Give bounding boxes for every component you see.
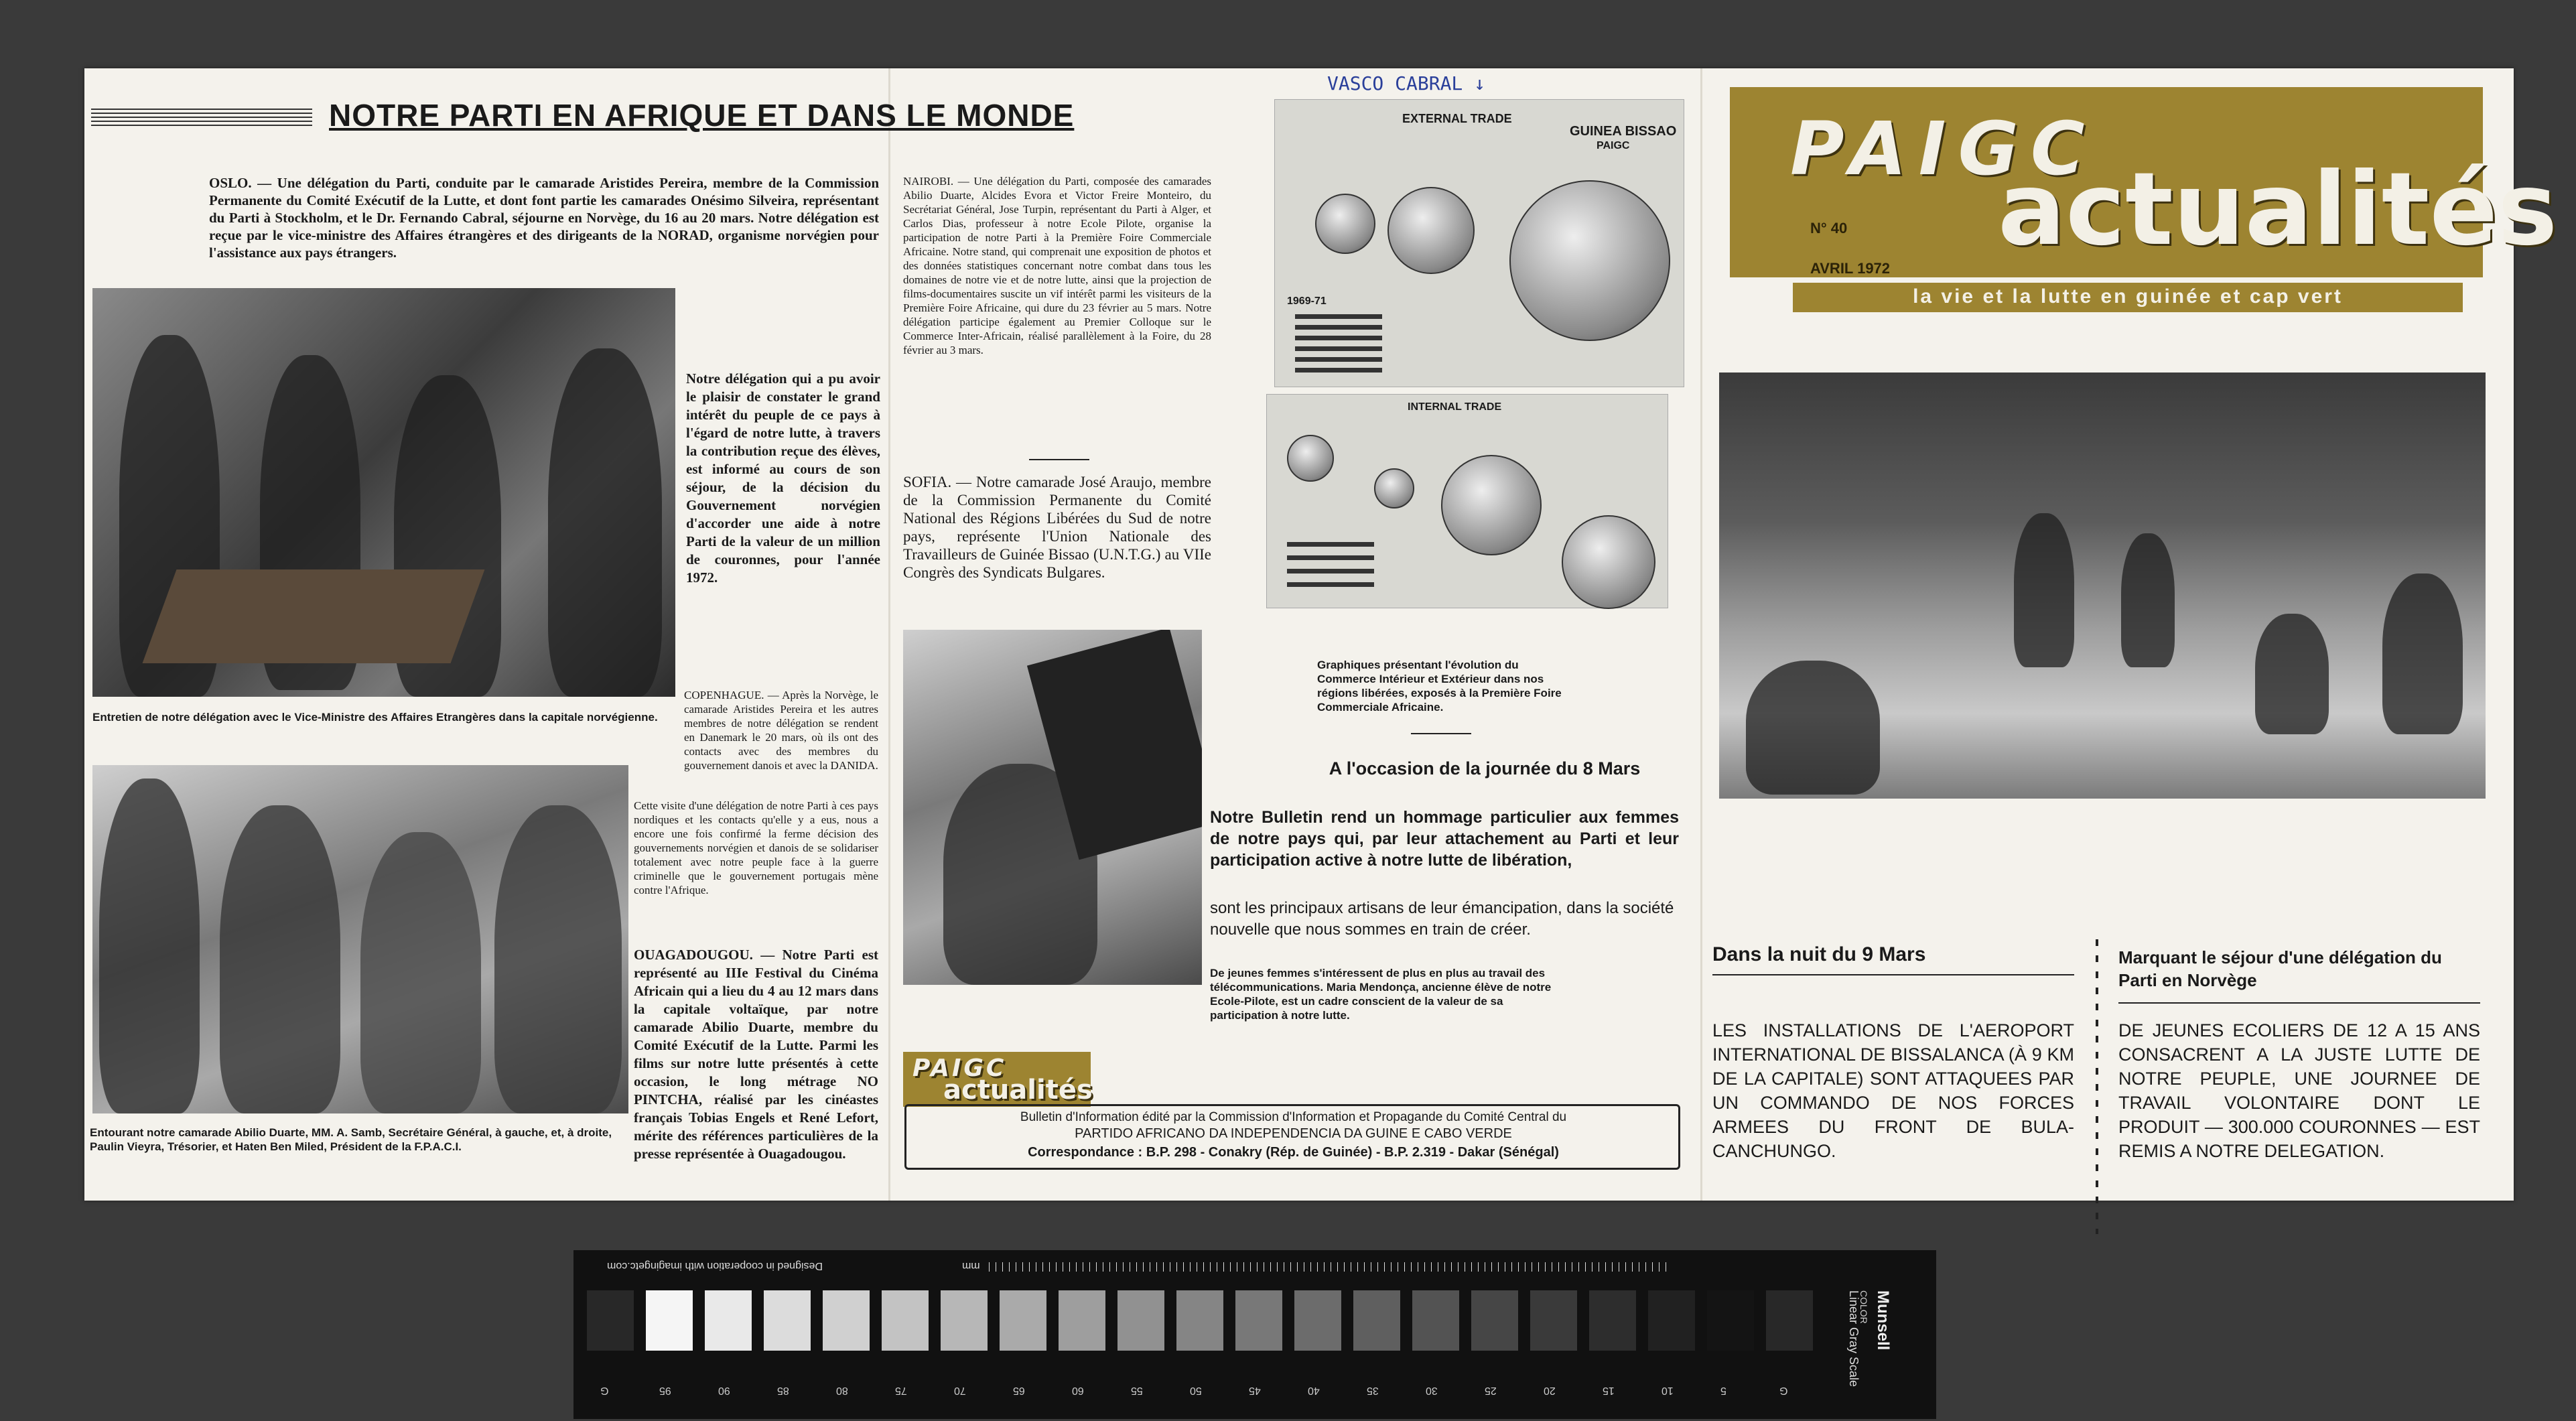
photo-figure — [2121, 533, 2175, 667]
gray-swatch — [1530, 1290, 1577, 1351]
march-8-body-2: sont les principaux artisans de leur émancipation, dans la société nouvelle que nous sommes en train de créer. — [1210, 899, 1674, 939]
nairobi-paragraph — [903, 174, 1211, 357]
mm-ruler — [989, 1262, 1672, 1272]
gray-swatch-label: 85 — [777, 1385, 789, 1396]
copenhague-paragraph: COPENHAGUE. — Après la Norvège, le camarade Aristides Pereira et les autres membres de notre délégation se rendent en Danemark le 20 mars, où ils ont des contacts avec des membres du gouvernement danois et avec la DANIDA. — [684, 689, 878, 772]
chart-2-title: INTERNAL TRADE — [1408, 401, 1502, 413]
gray-swatch — [764, 1290, 811, 1351]
copenhague-paragraph-2: Cette visite d'une délégation de notre Parti à ces pays nordiques et les contacts qu'elle y a eus, nous a encore une fois confirmé la ferme décision des gouvernements norvégien et danois de se solidariser totalement avec notre peuple face à la guerre criminelle que le gouvernement portugais mène contre l'Afrique. — [634, 799, 878, 896]
gray-swatch-label: 30 — [1426, 1385, 1438, 1396]
gray-swatch — [1589, 1290, 1636, 1351]
pie-small — [1374, 468, 1414, 509]
gray-swatch-label: 60 — [1072, 1385, 1084, 1396]
photo-1-caption: Entretien de notre délégation avec le Vice-Ministre des Affaires Etrangères dans la capitale norvégienne. — [92, 711, 658, 724]
legend-bar — [1295, 336, 1382, 340]
gray-swatch — [882, 1290, 929, 1351]
masthead-bottom: actualités — [1998, 151, 2558, 268]
legend-bar — [1295, 325, 1382, 330]
gray-swatch-label: 25 — [1485, 1385, 1497, 1396]
gray-swatch — [1176, 1290, 1223, 1351]
photo-figure — [360, 832, 481, 1113]
handwritten-note: VASCO CABRAL ↓ — [1327, 72, 1486, 94]
gray-swatch — [1353, 1290, 1400, 1351]
gray-swatch-label: 10 — [1662, 1385, 1674, 1396]
photo-figure — [2255, 614, 2329, 734]
photo-figure — [99, 779, 200, 1113]
cover-right-heading: Marquant le séjour d'une délégation du Parti en Norvège — [2118, 947, 2442, 990]
gray-swatch-label: 75 — [895, 1385, 907, 1396]
publisher-line-1: Bulletin d'Information édité par la Commission d'Information et Propagande du Comité Central du — [1020, 1110, 1567, 1124]
gray-swatch-label: G — [600, 1385, 609, 1396]
gray-swatch — [941, 1290, 988, 1351]
legend-bar — [1287, 569, 1374, 573]
internal-trade-chart — [1266, 394, 1668, 608]
gray-swatch-label: 5 — [1720, 1385, 1726, 1396]
gray-swatch — [1294, 1290, 1341, 1351]
gray-swatch-label: 90 — [718, 1385, 730, 1396]
gray-swatch-label: 65 — [1013, 1385, 1025, 1396]
photo-soldiers-field — [1719, 373, 2486, 799]
gray-swatch-label: 80 — [836, 1385, 848, 1396]
pie-medium — [1387, 187, 1475, 274]
photo-figure — [548, 348, 662, 697]
gray-swatch-label: 95 — [659, 1385, 671, 1396]
chart-1-brand-2: PAIGC — [1597, 140, 1630, 151]
sofia-paragraph: SOFIA. — Notre camarade José Araujo, membre de la Commission Permanente du Comité National des Régions Libérées du Sud de notre pays, représente l'Union Nationale des Travailleurs de Guinée Bissao (U.N.T.G.) au VIIe Congrès des Syndicats Bulgares. — [903, 474, 1211, 581]
headline-rule-decor — [91, 109, 312, 129]
calibration-unit: mm — [962, 1260, 980, 1272]
gray-swatch — [587, 1290, 634, 1351]
tagline-band — [1793, 283, 2463, 312]
gray-swatch — [1059, 1290, 1105, 1351]
nairobi-text: NAIROBI. — Une délégation du Parti, composée des camarades Abilio Duarte, Alcides Evora et Victor Freire Monteiro, du Secrétariat Général, Jose Turpin, représentant du Parti à Alger, et Carlos Dias, professeur à notre Ecole Pilote, organise la participation de notre Parti à la Première Foire Commerciale Africaine. Notre stand, qui comprenait une exposition de photos et des données statistiques concernant notre combat dans tous les domaines de notre vie et de notre lutte, ainsi que la projection de films-documentaires suscite un vif intérêt parmi les visiteurs de la Première Foire Africaine, qui dure du 23 février au 5 mars. — [903, 175, 1211, 314]
footer-logo-top: PAIGC — [912, 1055, 1007, 1082]
oslo-paragraph-2: Notre délégation qui a pu avoir le plaisir de constater le grand intérêt du peuple de ce pays à l'égard de notre lutte, à travers la contribution reçue des élèves, est informé au cours de son séjour, de la décision du Gouvernement norvégien d'accorder une aide à notre Parti de la valeur de un million de couronnes, pour l'année 1972. — [686, 370, 880, 586]
photo-delegation-meeting — [92, 288, 675, 697]
cover-divider — [2096, 939, 2098, 1234]
tagline: la vie et la lutte en guinée et cap vert — [1913, 285, 2343, 308]
gray-swatch-label: 70 — [954, 1385, 966, 1396]
gray-swatch — [1648, 1290, 1695, 1351]
issue-number: N° 40 — [1810, 220, 1848, 236]
calibration-credit: Designed in cooperation with imagingetc.com — [607, 1260, 823, 1272]
masthead — [1730, 87, 2558, 277]
cover-left-body: LES INSTALLATIONS DE L'AEROPORT INTERNATIONAL DE BISSALANCA (À 9 KM DE LA CAPITALE) SONT ATTAQUEES PAR UN COMMANDO DE NOS FORCES ARMEES DU FRONT DE BULA-CANCHUNGO. — [1712, 1020, 2074, 1161]
legend-bar — [1295, 314, 1382, 319]
gray-swatch-label: 35 — [1367, 1385, 1379, 1396]
cover-left-heading: Dans la nuit du 9 Mars — [1712, 943, 1926, 965]
chart-1-brand: GUINEA BISSAO — [1570, 124, 1677, 139]
gray-swatch — [1117, 1290, 1164, 1351]
legend-bar — [1295, 346, 1382, 351]
photo-3-caption: De jeunes femmes s'intéressent de plus en plus au travail des télécommunications. Maria Mendonça, ancienne élève de notre Ecole-Pilote, est un cadre conscient de la valeur de sa participation à notre lutte. — [1210, 967, 1552, 1022]
chart-1-years: 1969-71 — [1287, 295, 1327, 307]
photo-2-caption: Entourant notre camarade Abilio Duarte, MM. A. Samb, Secrétaire Général, à gauche, et, à droite, Paulin Vieyra, Trésorier, et Haten Ben Miled, Président de la F.P.A.C.I. — [90, 1126, 612, 1153]
legend-bar — [1295, 368, 1382, 373]
gray-swatch — [1471, 1290, 1518, 1351]
legend-bar — [1295, 357, 1382, 362]
cover-right-rule — [2118, 1002, 2480, 1004]
oslo-paragraph — [209, 174, 879, 261]
gray-swatch — [1766, 1290, 1813, 1351]
photo-telecom-operator — [903, 630, 1202, 985]
calibration-brand-sub: COLOR — [1858, 1290, 1869, 1324]
calibration-brand: Munsell — [1874, 1290, 1892, 1351]
photo-figure — [1746, 661, 1880, 795]
gray-swatch — [646, 1290, 693, 1351]
pie-small — [1287, 435, 1334, 482]
oslo-text: OSLO. — Une délégation du Parti, conduite par le camarade Aristides Pereira, membre de la Commission Permanente du Comité Exécutif de la Lutte, et dont font partie les camarades Onésimo Silveira, représentant du Parti à Stockholm, et le Dr. Fernando Cabral, séjourne en Norvège, du 16 au 20 mars. Notre délégation est reçue par le vice-ministre des Affaires étrangères et des dirigeants de la NORAD, organisme norvégien pour l'assistance aux pays étrangers. — [209, 175, 879, 261]
footer-logo — [903, 1052, 1091, 1107]
pie-large — [1509, 180, 1670, 341]
charts-caption: Graphiques présentant l'évolution du Commerce Intérieur et Extérieur dans nos régions libérées, exposés à la Première Foire Commerciale Africaine. — [1317, 659, 1562, 714]
issue-date: AVRIL 1972 — [1810, 260, 1891, 277]
gray-swatch — [705, 1290, 752, 1351]
separator-rule — [1411, 733, 1471, 734]
pie-medium — [1441, 455, 1542, 555]
newsletter-sheet — [84, 68, 2558, 1201]
gray-swatch-label: 55 — [1131, 1385, 1143, 1396]
gray-swatch-label: 45 — [1249, 1385, 1261, 1396]
gray-swatch-label: 15 — [1603, 1385, 1615, 1396]
calibration-scale-name: Linear Gray Scale — [1847, 1290, 1860, 1388]
publisher-line-2: PARTIDO AFRICANO DA INDEPENDENCIA DA GUINE E CABO VERDE — [1075, 1126, 1512, 1141]
calibration-strip — [573, 1250, 1936, 1419]
footer-logo-bottom: actualités — [943, 1075, 1093, 1105]
gray-swatch — [1412, 1290, 1459, 1351]
publisher-box — [904, 1104, 1680, 1170]
gray-swatch — [1000, 1290, 1046, 1351]
nairobi-text-2: Notre délégation participe également au Premier Colloque sur le Commerce Inter-Africain, réalisé parallèlement à la Foire, du 28 février au 3 mars. — [903, 301, 1212, 356]
publisher-line-3: Correspondance : B.P. 298 - Conakry (Rép. de Guinée) - B.P. 2.319 - Dakar (Sénégal) — [1028, 1145, 1559, 1160]
gray-swatch-label: 50 — [1190, 1385, 1202, 1396]
cover-left-rule — [1712, 974, 2074, 975]
legend-bar — [1287, 555, 1374, 560]
gray-swatch — [823, 1290, 870, 1351]
external-trade-chart — [1274, 99, 1684, 387]
pie-medium — [1562, 515, 1655, 609]
gray-swatch-label: 20 — [1544, 1385, 1556, 1396]
cover-right-body: DE JEUNES ECOLIERS DE 12 A 15 ANS CONSACRENT A LA JUSTE LUTTE DE NOTRE PEUPLE, UNE JOURNEE DE TRAVAIL VOLONTAIRE DONT LE PRODUIT — 300.000 COURONNES — EST REMIS A NOTRE DELEGATION. — [2118, 1020, 2480, 1161]
legend-bar — [1287, 542, 1374, 547]
photo-table — [143, 569, 485, 663]
fold-line-2 — [1700, 68, 1702, 1201]
masthead-top: PAIGC — [1790, 106, 2097, 192]
page-headline: NOTRE PARTI EN AFRIQUE ET DANS LE MONDE — [329, 98, 1075, 133]
photo-figure — [494, 805, 622, 1113]
legend-bar — [1287, 582, 1374, 587]
ouagadougou-paragraph: OUAGADOUGOU. — Notre Parti est représenté au IIIe Festival du Cinéma Africain qui a lieu du 4 au 12 mars dans la capitale voltaïque, par notre camarade Abilio Duarte, membre du Comité Exécutif de la Lutte. Parmi les films sur notre lutte présentés à cette occasion, le long métrage NO PINTCHA, réalisé par les cinéastes français Tobias Engels et René Lefort, mérite des références particulières de la presse représentée à Ouagadougou. — [634, 947, 878, 1162]
march-8-body: Notre Bulletin rend un hommage particulier aux femmes de notre pays qui, par leur attachement au Parti et leur participation active à notre lutte de libération, — [1210, 808, 1679, 870]
pie-small — [1315, 194, 1375, 254]
fold-line-1 — [888, 68, 890, 1201]
gray-swatch-label: 40 — [1308, 1385, 1320, 1396]
photo-festival-group — [92, 765, 628, 1113]
gray-swatch-label: G — [1779, 1385, 1788, 1396]
gray-swatch — [1235, 1290, 1282, 1351]
photo-figure — [220, 805, 340, 1113]
chart-1-title: EXTERNAL TRADE — [1402, 112, 1512, 125]
march-8-title: A l'occasion de la journée du 8 Mars — [1329, 758, 1641, 779]
separator-rule — [1029, 459, 1089, 460]
photo-figure — [2382, 573, 2463, 734]
gray-swatch — [1707, 1290, 1754, 1351]
photo-figure — [2014, 513, 2074, 667]
